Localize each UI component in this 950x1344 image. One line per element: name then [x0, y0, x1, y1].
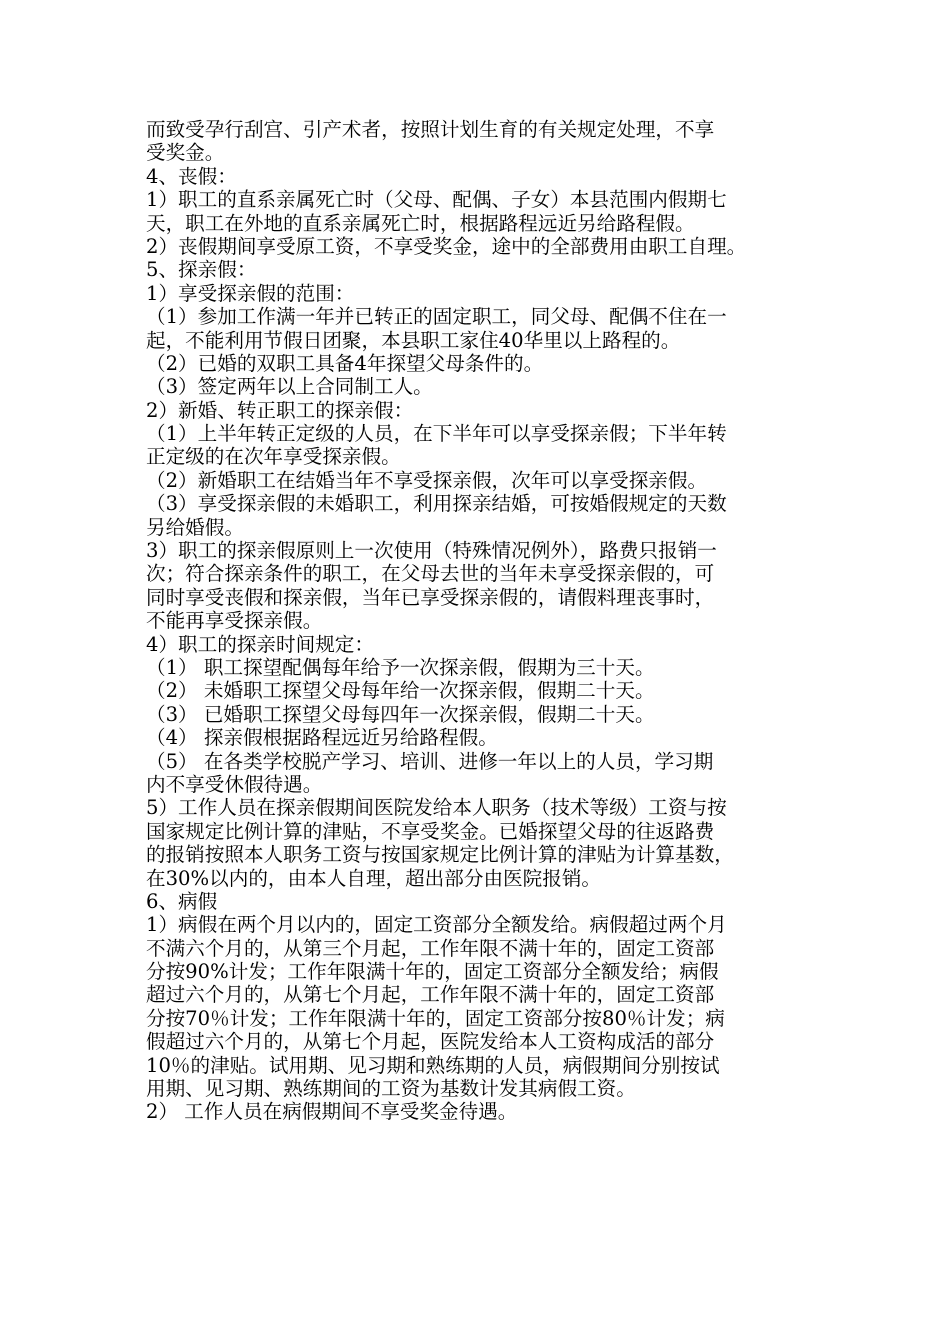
text-line: 而致受孕行刮宫、引产术者，按照计划生育的有关规定处理，不享	[146, 118, 715, 141]
text-line: （3）享受探亲假的未婚职工，利用探亲结婚，可按婚假规定的天数	[146, 492, 727, 516]
text-line: 正定级的在次年享受探亲假。	[146, 445, 401, 469]
text-line: （2） 未婚职工探望父母每年给一次探亲假，假期二十天。	[146, 679, 655, 703]
text-line: 内不享受休假待遇。	[146, 772, 323, 796]
text-line: （3）签定两年以上合同制工人。	[146, 375, 433, 399]
text-line: 在30%以内的，由本人自理，超出部分由医院报销。	[146, 866, 602, 890]
section-heading: 5、探亲假：	[146, 258, 257, 282]
text-line: 分按90%计发；工作年限满十年的，固定工资部分全额发给；病假	[146, 960, 719, 984]
text-line: 2）丧假期间享受原工资，不享受奖金，途中的全部费用由职工自理。	[146, 234, 747, 258]
text-line: （4） 探亲假根据路程远近另给路程假。	[146, 726, 498, 750]
text-line: 国家规定比例计算的津贴，不享受奖金。已婚探望父母的往返路费	[146, 819, 715, 843]
text-line: 天，职工在外地的直系亲属死亡时，根据路程远近另给路程假。	[146, 211, 695, 235]
text-line: 超过六个月的，从第七个月起，工作年限不满十年的，固定工资部	[146, 983, 715, 1007]
text-line: 不满六个月的，从第三个月起，工作年限不满十年的，固定工资部	[146, 936, 715, 960]
text-line: 5）工作人员在探亲假期间医院发给本人职务（技术等级）工资与按	[146, 796, 727, 820]
text-line: 4）职工的探亲时间规定：	[146, 632, 374, 656]
text-line: 1）病假在两个月以内的，固定工资部分全额发给。病假超过两个月	[146, 913, 727, 937]
text-line: 假超过六个月的，从第七个月起，医院发给本人工资构成活的部分	[146, 1030, 715, 1054]
text-line: （1） 职工探望配偶每年给予一次探亲假，假期为三十天。	[146, 655, 655, 679]
text-line: 起，不能利用节假日团聚，本县职工家住40华里以上路程的。	[146, 328, 681, 352]
text-line: 3）职工的探亲假原则上一次使用（特殊情况例外），路费只报销一	[146, 539, 717, 563]
text-line: 10％的津贴。试用期、见习期和熟练期的人员，病假期间分别按试	[146, 1053, 720, 1077]
text-line: 分按70％计发；工作年限满十年的，固定工资部分按80％计发；病	[146, 1006, 725, 1030]
section-heading: 6、病假	[146, 889, 218, 913]
text-line: （2）已婚的双职工具备4年探望父母条件的。	[146, 351, 544, 375]
section-heading: 4、丧假：	[146, 164, 237, 188]
text-line: 1）职工的直系亲属死亡时（父母、配偶、子女）本县范围内假期七	[146, 188, 727, 212]
text-line: （1）参加工作满一年并已转正的固定职工，同父母、配偶不住在一	[146, 305, 727, 329]
document-body	[146, 118, 816, 1124]
text-line: 1）享受探亲假的范围：	[146, 281, 355, 305]
text-line: （1）上半年转正定级的人员，在下半年可以享受探亲假；下半年转	[146, 422, 727, 446]
text-line: 同时享受丧假和探亲假，当年已享受探亲假的，请假料理丧事时，	[146, 585, 715, 609]
text-line: （5） 在各类学校脱产学习、培训、进修一年以上的人员，学习期	[146, 749, 714, 773]
text-line: 受奖金。	[146, 141, 225, 165]
text-line: 2） 工作人员在病假期间不享受奖金待遇。	[146, 1100, 518, 1124]
text-line: 用期、见习期、熟练期间的工资为基数计发其病假工资。	[146, 1077, 636, 1101]
text-line: （2）新婚职工在结婚当年不享受探亲假，次年可以享受探亲假。	[146, 468, 708, 492]
text-line: 另给婚假。	[146, 515, 244, 539]
text-line: 次；符合探亲条件的职工，在父母去世的当年未享受探亲假的，可	[146, 562, 715, 586]
text-line: 的报销按照本人职务工资与按国家规定比例计算的津贴为计算基数，	[146, 843, 734, 867]
text-line: 2）新婚、转正职工的探亲假：	[146, 398, 414, 422]
text-line: 不能再享受探亲假。	[146, 609, 323, 633]
text-line: （3） 已婚职工探望父母每四年一次探亲假，假期二十天。	[146, 702, 655, 726]
